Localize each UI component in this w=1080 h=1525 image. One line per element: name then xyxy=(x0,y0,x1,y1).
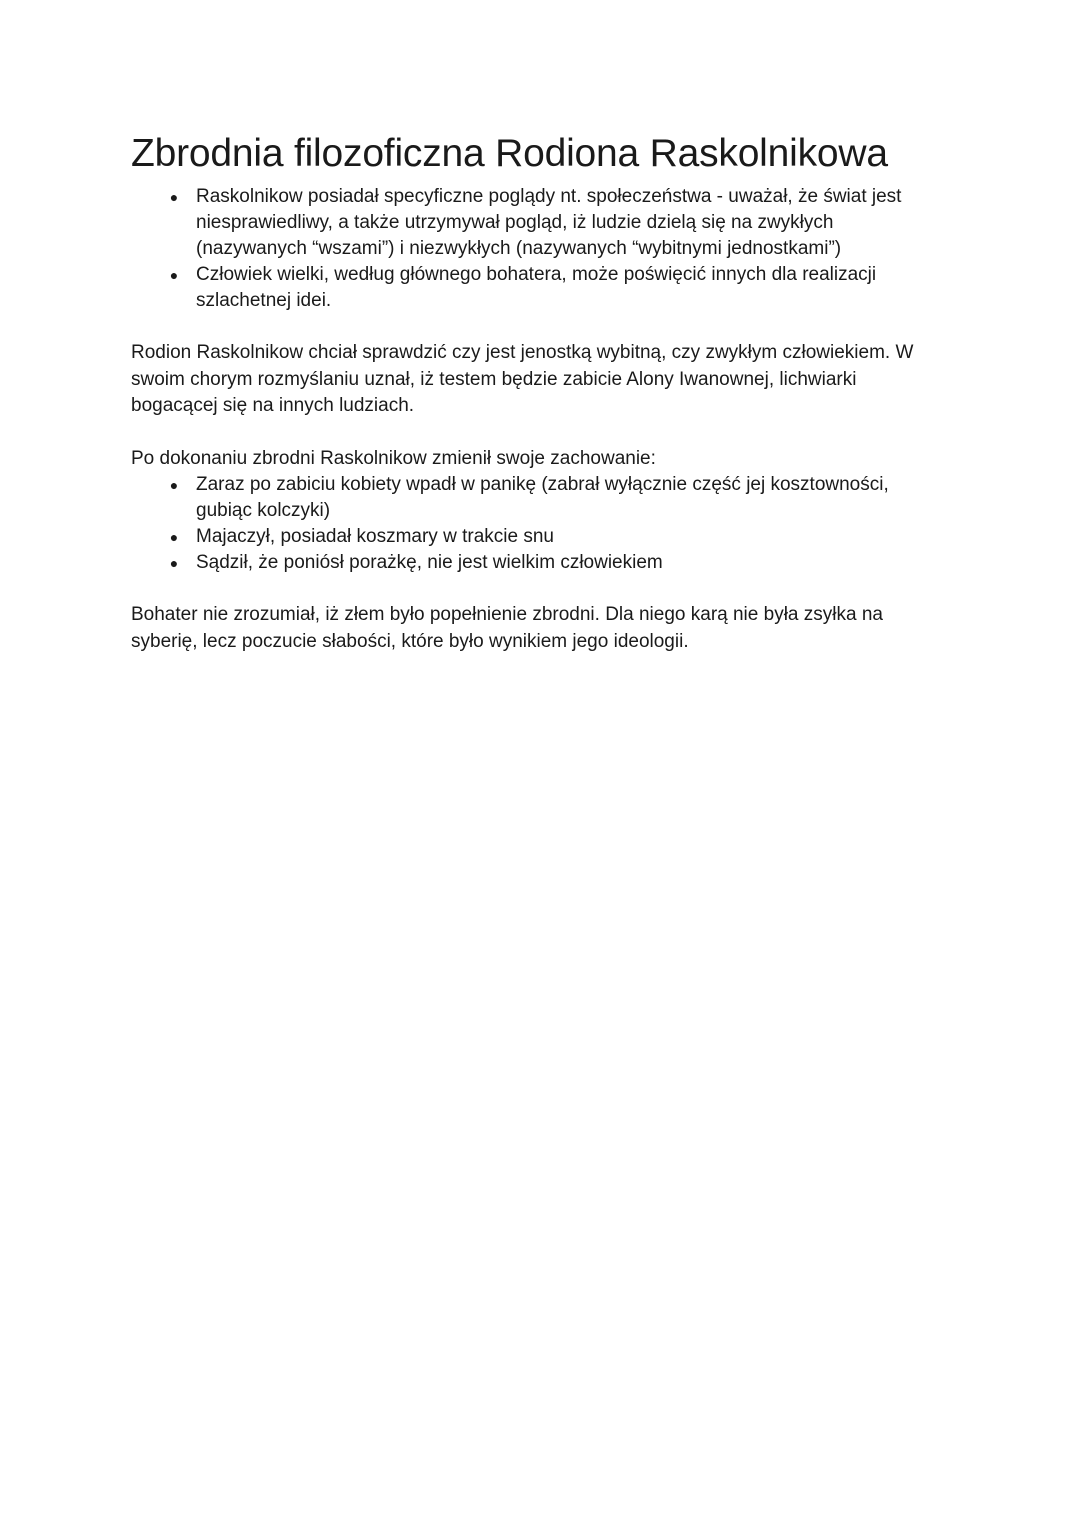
list-item-text: Majaczył, posiadał koszmary w trakcie snu xyxy=(196,526,554,547)
paragraph-test-decision: Rodion Raskolnikow chciał sprawdzić czy jest jenostką wybitną, czy zwykłym człowiekiem. W swoim chorym rozmyślaniu uznał, iż testem będzie zabicie Alony Iwanownej, lichwiarki bogacącej się na innych ludziach. xyxy=(131,342,914,416)
list-item-text: Sądził, że poniósł porażkę, nie jest wielkim człowiekiem xyxy=(196,552,663,573)
list-item xyxy=(131,550,941,576)
list-item-text: Zaraz po zabiciu kobiety wpadł w panikę (zabrał wyłącznie część jej kosztowności, gubiąc kolczyki) xyxy=(196,474,889,521)
bullet-icon: ● xyxy=(169,189,179,205)
bullet-icon: ● xyxy=(169,477,179,493)
bullet-icon: ● xyxy=(169,529,179,545)
list-item xyxy=(131,184,941,262)
spacer xyxy=(131,420,941,446)
list-item xyxy=(131,262,941,314)
intro-bullet-list xyxy=(131,184,941,314)
paragraph-behavior-intro: Po dokonaniu zbrodni Raskolnikow zmienił swoje zachowanie: xyxy=(131,447,656,469)
spacer xyxy=(131,576,941,602)
list-item xyxy=(131,472,941,524)
list-item-text: Człowiek wielki, według głównego bohatera, może poświęcić innych dla realizacji szlachetnej idei. xyxy=(196,264,877,311)
document-page xyxy=(131,128,941,655)
spacer xyxy=(131,314,941,340)
list-item-text: Raskolnikow posiadał specyficzne poglądy nt. społeczeństwa - uważał, że świat jest niesprawiedliwy, a także utrzymywał pogląd, iż ludzie dzielą się na zwykłych (nazywanych “wszami”) i niezwykłych (nazywanych “wybitnymi jednostkami”) xyxy=(196,186,902,259)
bullet-icon: ● xyxy=(169,267,179,283)
paragraph-conclusion: Bohater nie zrozumiał, iż złem było popełnienie zbrodni. Dla niego karą nie była zsyłka na syberię, lecz poczucie słabości, które było wynikiem jego ideologii. xyxy=(131,604,883,652)
bullet-icon: ● xyxy=(169,555,179,571)
document-title: Zbrodnia filozoficzna Rodiona Raskolnikowa xyxy=(131,132,888,175)
behavior-bullet-list xyxy=(131,472,941,576)
list-item xyxy=(131,524,941,550)
